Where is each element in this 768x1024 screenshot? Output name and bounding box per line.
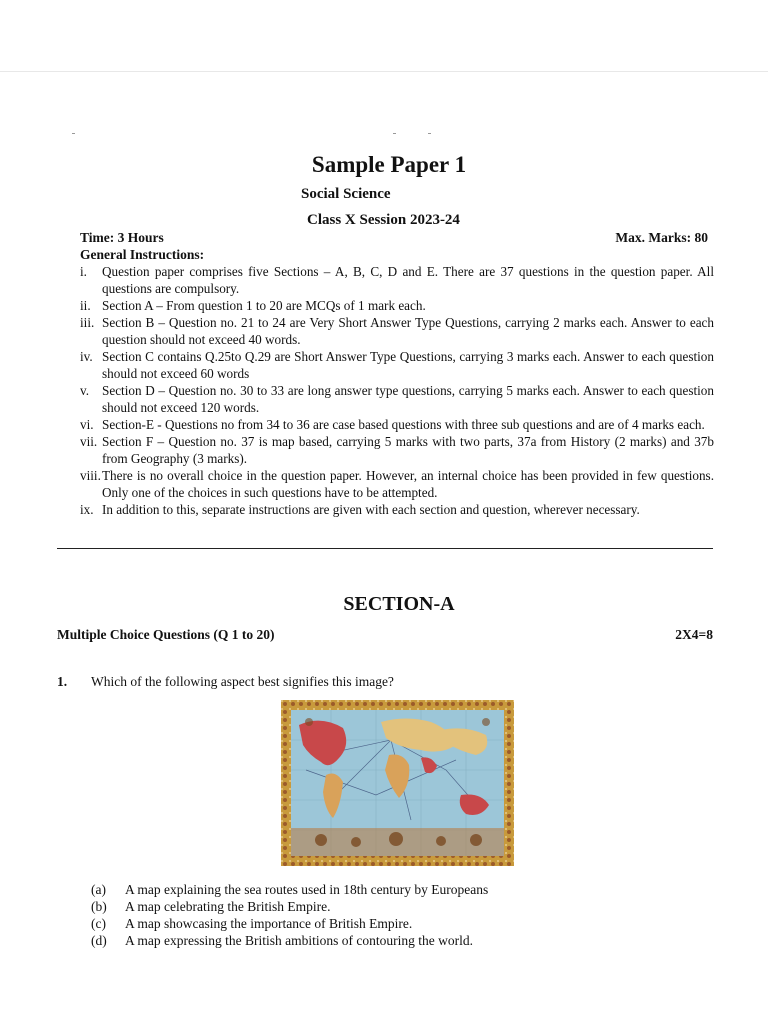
- option-text: A map celebrating the British Empire.: [125, 899, 331, 914]
- option-text: A map expressing the British ambitions of contouring the world.: [125, 933, 473, 948]
- instruction-item: [80, 263, 714, 297]
- time-label: Time: 3 Hours: [80, 230, 164, 245]
- instruction-text: Section B – Question no. 21 to 24 are Very Short Answer Type Questions, carrying 2 marks each. Answer to each question should not exceed 40 words.: [102, 315, 714, 347]
- meta-row: [80, 230, 708, 246]
- option-text: A map showcasing the importance of British Empire.: [125, 916, 413, 931]
- instruction-text: Section A – From question 1 to 20 are MCQs of 1 mark each.: [102, 298, 426, 313]
- instruction-number: vii.: [80, 434, 98, 449]
- instruction-item: [80, 501, 714, 518]
- question-text: Which of the following aspect best signifies this image?: [91, 674, 394, 689]
- instruction-item: [80, 314, 714, 348]
- instruction-item: [80, 433, 714, 467]
- class-session: Class X Session 2023-24: [307, 212, 460, 228]
- instructions-list: [80, 263, 714, 518]
- instruction-text: Question paper comprises five Sections – A, B, C, D and E. There are 37 questions in the question paper. All questions are compulsory.: [102, 264, 714, 296]
- option-label: (d): [91, 933, 107, 948]
- section-subtitle: Multiple Choice Questions (Q 1 to 20): [57, 627, 275, 642]
- instruction-text: Section-E - Questions no from 34 to 36 are case based questions with three sub questions and are of 4 marks each.: [102, 417, 705, 432]
- instruction-text: In addition to this, separate instructions are given with each section and question, wherever necessary.: [102, 502, 640, 517]
- instruction-text: Section D – Question no. 30 to 33 are long answer type questions, carrying 5 marks each. Answer to each question should not exceed 120 words.: [102, 383, 714, 415]
- option-label: (b): [91, 899, 107, 914]
- question-number: 1.: [57, 674, 68, 689]
- instruction-number: iv.: [80, 349, 93, 364]
- instruction-number: iii.: [80, 315, 95, 330]
- section-subheading-row: [57, 627, 713, 643]
- question-1: [57, 674, 394, 690]
- section-title: SECTION-A: [343, 593, 455, 615]
- instruction-text: There is no overall choice in the question paper. However, an internal choice has been provided in few questions. Only one of the choices in such questions have to be attempted.: [102, 468, 714, 500]
- instruction-item: [80, 297, 714, 314]
- instruction-number: v.: [80, 383, 90, 398]
- instruction-item: [80, 348, 714, 382]
- option-a: [91, 881, 488, 898]
- max-marks-label: Max. Marks: 80: [615, 230, 708, 245]
- instruction-text: Section C contains Q.25to Q.29 are Short Answer Type Questions, carrying 3 marks each. Answer to each question should not exceed 60 words: [102, 349, 714, 381]
- option-label: (a): [91, 882, 106, 897]
- option-b: [91, 898, 488, 915]
- instruction-number: vi.: [80, 417, 94, 432]
- instruction-number: viii.: [80, 468, 101, 483]
- instruction-number: ix.: [80, 502, 94, 517]
- option-c: [91, 915, 488, 932]
- instruction-number: i.: [80, 264, 87, 279]
- instruction-text: Section F – Question no. 37 is map based, carrying 5 marks with two parts, 37a from History (2 marks) and 37b from Geography (3 marks).: [102, 434, 714, 466]
- general-instructions-heading: General Instructions:: [80, 247, 205, 262]
- subject-name: Social Science: [301, 186, 391, 202]
- instruction-item: [80, 416, 714, 433]
- instruction-item: [80, 467, 714, 501]
- paper-title: Sample Paper 1: [311, 152, 467, 177]
- option-label: (c): [91, 916, 106, 931]
- section-divider: [57, 548, 713, 549]
- question-1-options: [91, 881, 488, 949]
- instruction-item: [80, 382, 714, 416]
- option-d: [91, 932, 488, 949]
- instruction-number: ii.: [80, 298, 91, 313]
- british-empire-map-image: [281, 700, 514, 866]
- section-marks: 2X4=8: [675, 627, 713, 642]
- page-top-divider: [0, 71, 768, 72]
- option-text: A map explaining the sea routes used in 18th century by Europeans: [125, 882, 489, 897]
